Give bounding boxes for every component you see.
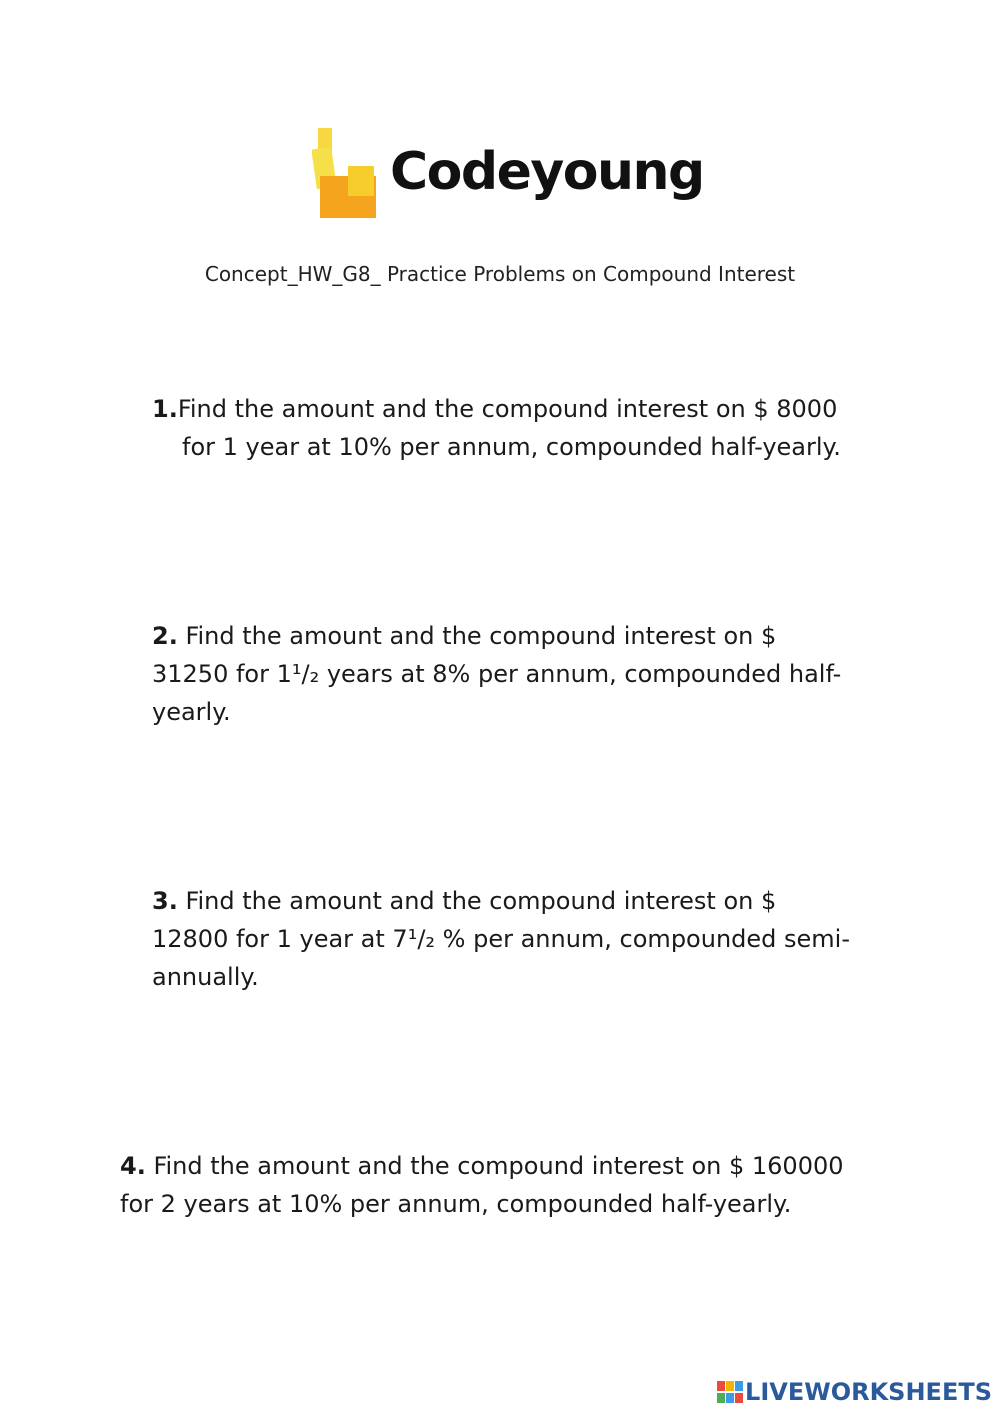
problem-4 [120,1147,880,1223]
problem-text-line: for 2 years at 10% per annum, compounded half-yearly. [120,1190,792,1218]
liveworksheets-logo-icon [717,1381,743,1403]
problem-text-line: 31250 for 1¹/₂ years at 8% per annum, compounded half- [152,660,842,688]
problem-text-line: Find the amount and the compound interest on $ 8000 [177,395,838,423]
problem-text-line: Find the amount and the compound interest on $ [177,887,777,915]
problem-text-line: for 1 year at 10% per annum, compounded half-yearly. [182,433,841,461]
codeyoung-logo-mark-icon [312,128,382,220]
problem-number: 4. [120,1152,146,1180]
problem-number: 2. [152,622,178,650]
codeyoung-logo [312,128,712,224]
problem-3 [152,882,872,996]
problem-1 [152,390,872,466]
problem-2 [152,617,872,731]
brand-text: LIVEWORKSHEETS [745,1378,992,1406]
problem-text-line: Find the amount and the compound interest on $ [177,622,777,650]
problem-text-line: Find the amount and the compound interest on $ 160000 [145,1152,844,1180]
problem-text-line: 12800 for 1 year at 7¹/₂ % per annum, compounded semi- [152,925,850,953]
liveworksheets-brand [717,1377,992,1407]
problem-number: 1. [152,395,178,423]
problem-text-line: annually. [152,963,259,991]
page-title: Concept_HW_G8_ Practice Problems on Compound Interest [204,262,796,286]
problem-text-line: yearly. [152,698,231,726]
problem-number: 3. [152,887,178,915]
logo-wordmark: Codeyoung [390,142,704,202]
